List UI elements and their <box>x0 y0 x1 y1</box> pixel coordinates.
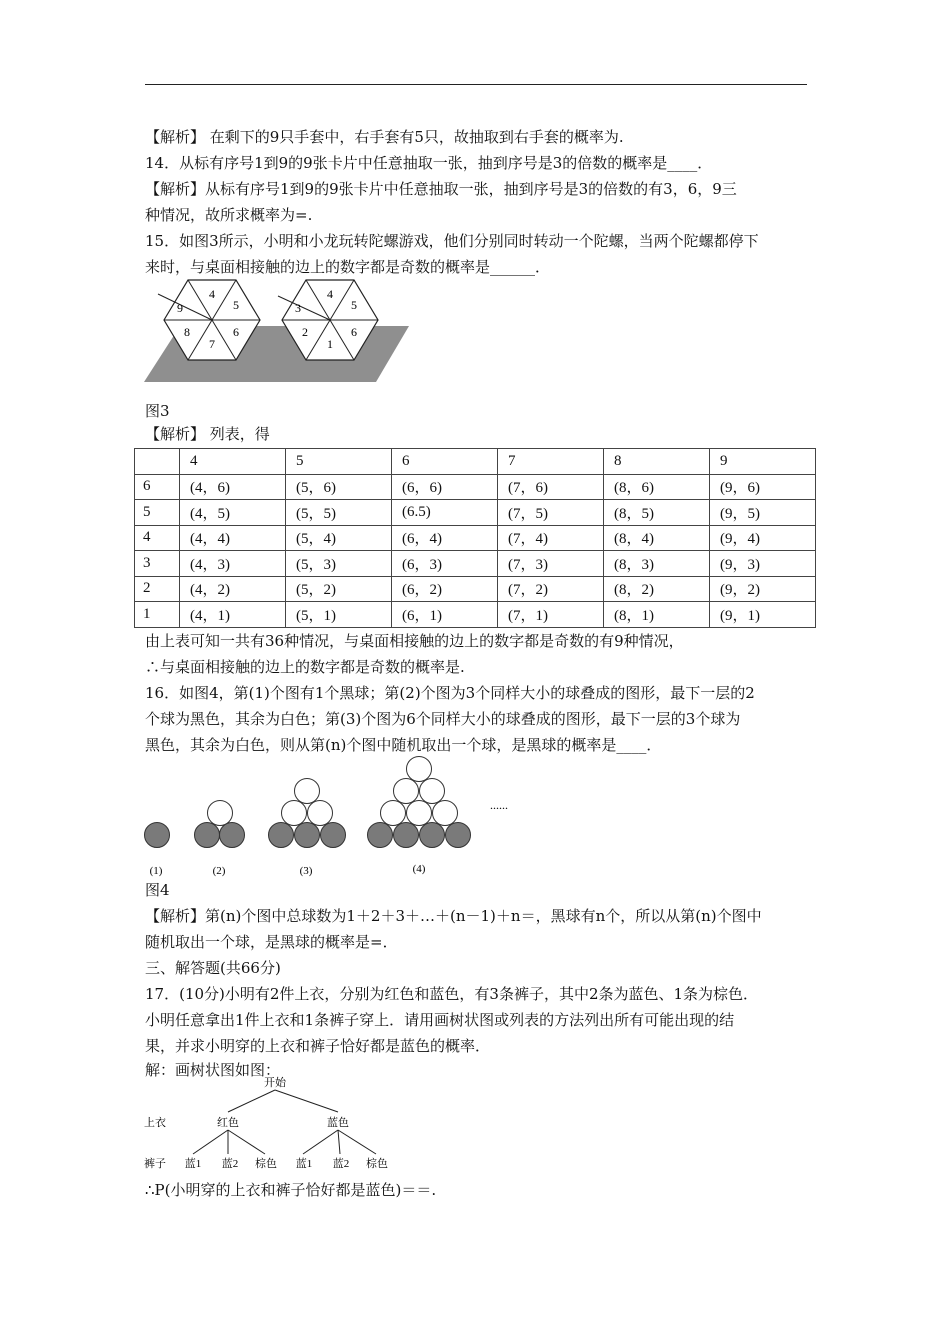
line-14: 随机取出一个球，是黑球的概率是=． <box>145 933 398 951</box>
table-cell: (5，2) <box>286 576 392 602</box>
table-header-row <box>135 449 816 475</box>
table-cell: (8，2) <box>604 576 710 602</box>
left-seg-2: 5 <box>233 298 239 312</box>
table-cell: (8，5) <box>604 500 710 526</box>
line-9: ∴与桌面相接触的边上的数字都是奇数的概率是. <box>145 658 465 676</box>
table-cell: (4，2) <box>180 576 286 602</box>
question-15: 15．如图3所示，小明和小龙玩转陀螺游戏，他们分别同时转动一个陀螺，当两个陀螺都停下 <box>145 232 759 250</box>
tree-leaf: 蓝1 <box>295 1158 313 1170</box>
figure-4-balls <box>140 748 540 880</box>
table-cell: (4，1) <box>180 602 286 628</box>
right-seg-3: 6 <box>351 325 357 339</box>
table-cell: (8，1) <box>604 602 710 628</box>
left-seg-1: 4 <box>209 287 215 301</box>
table-cell: (5，5) <box>286 500 392 526</box>
tree-diagram <box>140 1072 400 1174</box>
table-cell: 6 <box>135 474 180 500</box>
ball-figure-2 <box>195 801 245 848</box>
left-seg-4: 7 <box>209 337 215 351</box>
tree-node-red: 红色 <box>217 1117 239 1129</box>
right-seg-5: 2 <box>302 325 308 339</box>
table-row <box>135 500 816 526</box>
line-6: 来时，与桌面相接触的边上的数字都是奇数的概率是______． <box>145 258 551 276</box>
table-cell: (4，6) <box>180 474 286 500</box>
table-cell: (5，1) <box>286 602 392 628</box>
table-cell: 3 <box>135 551 180 577</box>
tree-leaf: 蓝2 <box>221 1158 239 1170</box>
table-cell: (7，4) <box>498 525 604 551</box>
header-rule <box>145 84 807 85</box>
outcome-table <box>134 448 816 628</box>
tree-leaf: 蓝1 <box>184 1158 202 1170</box>
left-seg-5: 8 <box>184 325 190 339</box>
table-row <box>135 525 816 551</box>
right-seg-6: 3 <box>295 301 301 315</box>
ball-label-4: (4) <box>412 863 426 875</box>
line-7: 【解析】 列表，得 <box>145 425 270 443</box>
line-17: 小明任意拿出1件上衣和1条裤子穿上．请用画树状图或列表的方法列出所有可能出现的结 <box>145 1011 735 1029</box>
table-cell: 5 <box>135 500 180 526</box>
line-12: 黑色，其余为白色，则从第(n)个图中随机取出一个球，是黑球的概率是____． <box>145 736 662 754</box>
ball-label-1: (1) <box>149 865 163 877</box>
figure-3-caption: 图3 <box>145 402 170 420</box>
ball-label-3: (3) <box>299 865 313 877</box>
tree-root: 开始 <box>264 1077 286 1089</box>
table-cell: (5，3) <box>286 551 392 577</box>
right-seg-4: 1 <box>327 337 333 351</box>
table-cell: (7，1) <box>498 602 604 628</box>
table-cell: (9，2) <box>710 576 816 602</box>
tree-leaf: 棕色 <box>366 1158 388 1170</box>
section-heading: 三、解答题(共66分) <box>145 959 281 977</box>
line-20: ∴P(小明穿的上衣和裤子恰好都是蓝色)＝＝. <box>145 1181 437 1199</box>
ball-figure-3 <box>269 779 346 848</box>
tree-node-blue: 蓝色 <box>327 1117 349 1129</box>
table-cell: (4，4) <box>180 525 286 551</box>
ball-figure-1 <box>145 823 170 848</box>
figure-4-caption: 图4 <box>145 881 170 899</box>
line-1: 【解析】 在剩下的9只手套中，右手套有5只，故抽取到右手套的概率为. <box>145 128 624 146</box>
table-cell: (7，2) <box>498 576 604 602</box>
table-cell: (6.5) <box>392 500 498 526</box>
table-cell: (9，5) <box>710 500 816 526</box>
table-cell: (5，4) <box>286 525 392 551</box>
table-row <box>135 474 816 500</box>
table-cell: (9，6) <box>710 474 816 500</box>
table-cell: (4，5) <box>180 500 286 526</box>
line-8: 由上表可知一共有36种情况，与桌面相接触的边上的数字都是奇数的有9种情况， <box>145 632 684 650</box>
table-cell: 5 <box>286 449 392 475</box>
table-cell: (6，6) <box>392 474 498 500</box>
table-cell: (7，6) <box>498 474 604 500</box>
table-cell: 4 <box>135 525 180 551</box>
table-cell: (6，1) <box>392 602 498 628</box>
line-13: 【解析】第(n)个图中总球数为1＋2＋3＋…＋(n－1)＋n＝，黑球有n个，所以从第(n)个图中 <box>145 907 762 925</box>
table-cell: 7 <box>498 449 604 475</box>
ball-label-2: (2) <box>212 865 226 877</box>
table-cell: (6，3) <box>392 551 498 577</box>
table-cell: 4 <box>180 449 286 475</box>
table-cell: 9 <box>710 449 816 475</box>
table-cell: (8，3) <box>604 551 710 577</box>
left-seg-3: 6 <box>233 325 239 339</box>
left-seg-6: 9 <box>177 301 183 315</box>
table-cell: (4，3) <box>180 551 286 577</box>
table-cell: (8，6) <box>604 474 710 500</box>
table-cell: (5，6) <box>286 474 392 500</box>
line-19: 解：画树状图如图： <box>145 1061 281 1079</box>
table-cell: (9，3) <box>710 551 816 577</box>
table-row <box>135 602 816 628</box>
table-cell: 8 <box>604 449 710 475</box>
ball-ellipsis: ...... <box>490 798 508 812</box>
line-18: 果，并求小明穿的上衣和裤子恰好都是蓝色的概率． <box>145 1037 491 1055</box>
table-cell: (8，4) <box>604 525 710 551</box>
table-cell: (6，4) <box>392 525 498 551</box>
table-cell: (9，4) <box>710 525 816 551</box>
table-cell: 1 <box>135 602 180 628</box>
question-17: 17．(10分)小明有2件上衣，分别为红色和蓝色，有3条裤子，其中2条为蓝色、1条为棕色． <box>145 985 759 1003</box>
tree-level2-label: 裤子 <box>144 1158 166 1170</box>
table-cell: (7，5) <box>498 500 604 526</box>
right-seg-2: 5 <box>351 298 357 312</box>
right-seg-1: 4 <box>327 287 333 301</box>
line-3: 【解析】从标有序号1到9的9张卡片中任意抽取一张，抽到序号是3的倍数的有3，6，9三 <box>145 180 737 198</box>
line-11: 个球为黑色，其余为白色；第(3)个图为6个同样大小的球叠成的图形，最下一层的3个球为 <box>145 710 741 728</box>
tree-level1-label: 上衣 <box>144 1117 166 1129</box>
line-4: 种情况，故所求概率为=. <box>145 206 313 224</box>
table-row <box>135 576 816 602</box>
table-cell: 6 <box>392 449 498 475</box>
ball-figure-4 <box>368 757 471 848</box>
tree-leaf: 蓝2 <box>332 1158 350 1170</box>
question-14: 14．从标有序号1到9的9张卡片中任意抽取一张，抽到序号是3的倍数的概率是____． <box>145 154 713 172</box>
figure-3-spinners <box>140 276 420 388</box>
table-cell <box>135 449 180 475</box>
table-cell: (6，2) <box>392 576 498 602</box>
table-cell: (7，3) <box>498 551 604 577</box>
tree-leaf: 棕色 <box>255 1158 277 1170</box>
question-16: 16．如图4，第(1)个图有1个黑球；第(2)个图为3个同样大小的球叠成的图形，最下一层的2 <box>145 684 755 702</box>
table-cell: (9，1) <box>710 602 816 628</box>
table-cell: 2 <box>135 576 180 602</box>
table-row <box>135 551 816 577</box>
